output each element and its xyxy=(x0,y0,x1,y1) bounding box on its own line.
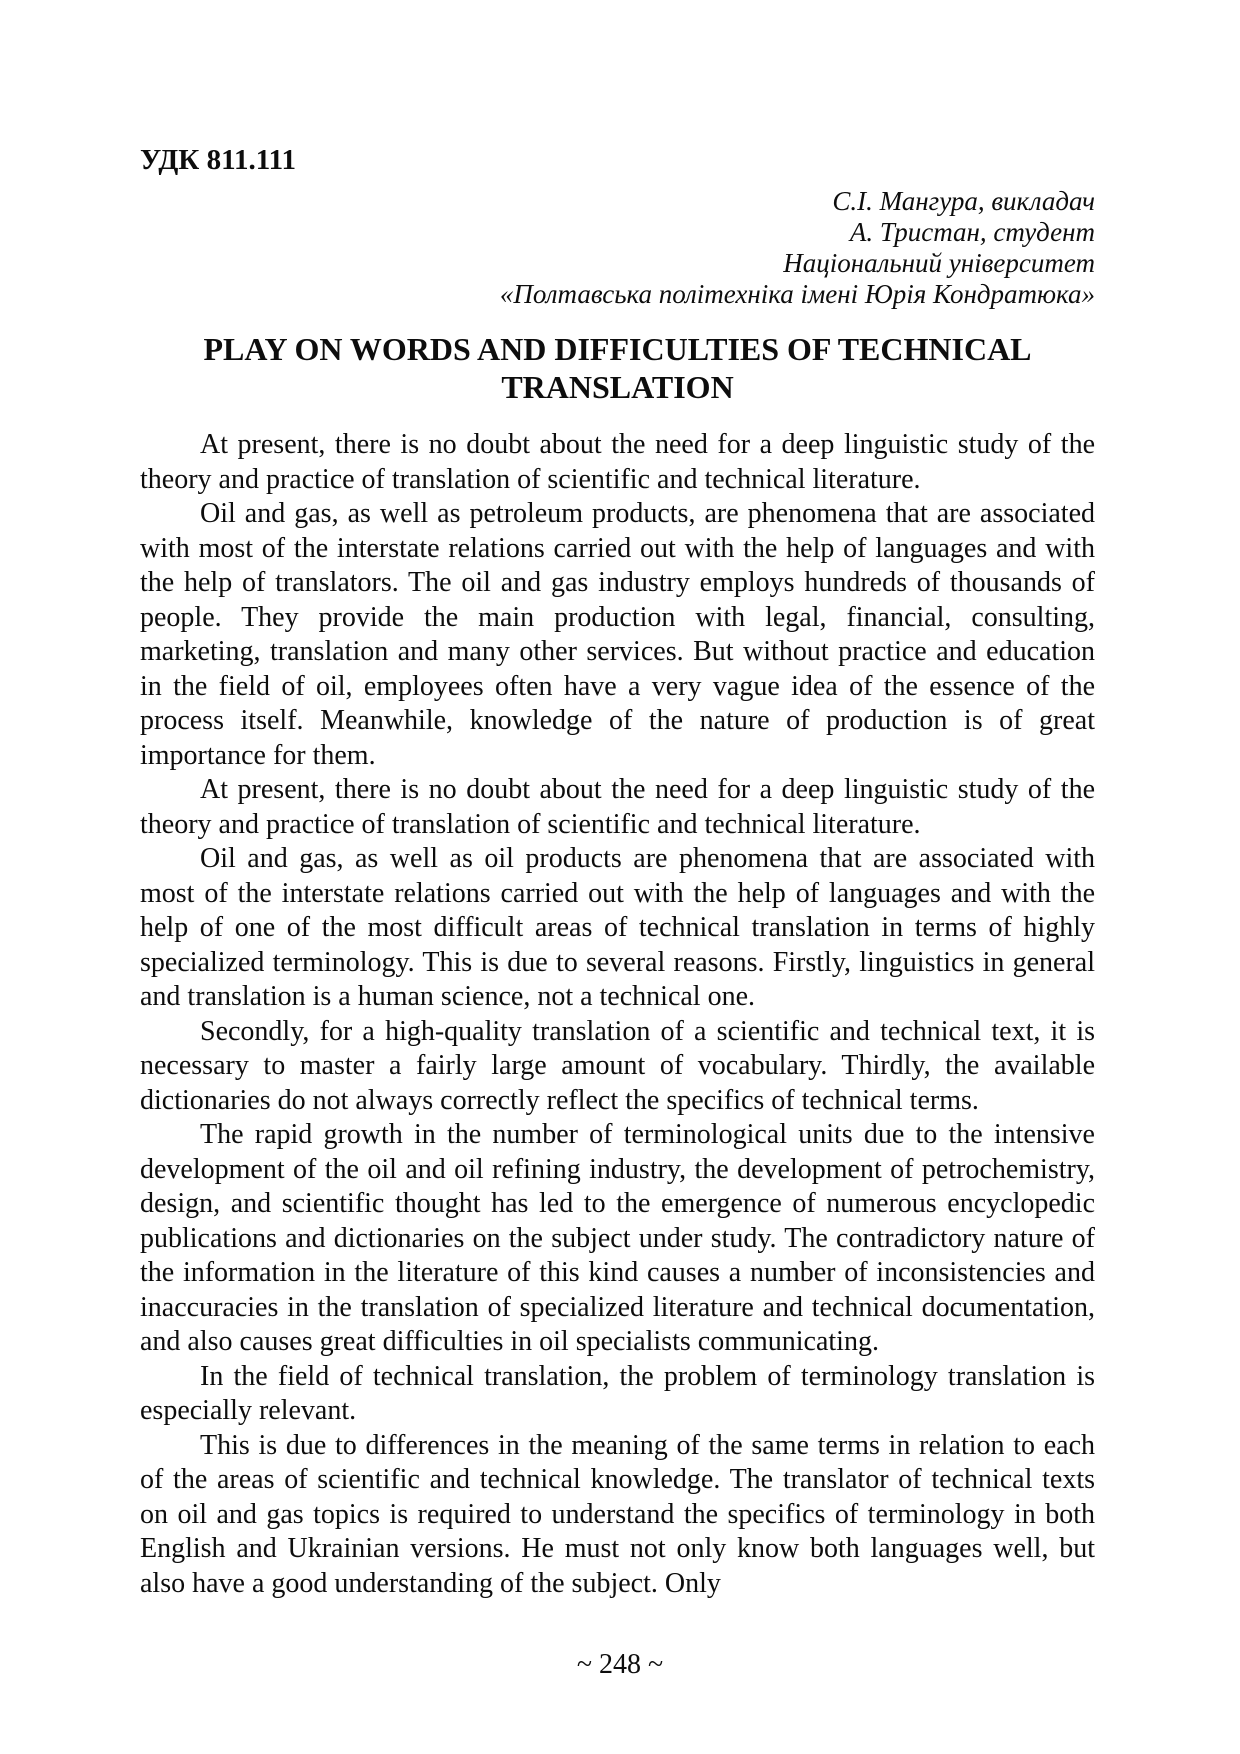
paragraph: Oil and gas, as well as petroleum products, are phenomena that are associated with most of the interstate relations carried out with the help of languages and with the help of translators. The oil and gas industry employs hundreds of thousands of people. They provide the main production with legal, financial, consulting, marketing, translation and many other services. But without practice and education in the field of oil, employees often have a very vague idea of the essence of the process itself. Meanwhile, knowledge of the nature of production is of great importance for them. xyxy=(140,498,1095,771)
paragraph: This is due to differences in the meaning of the same terms in relation to each of the areas of scientific and technical knowledge. The translator of technical texts on oil and gas topics is required to understand the specifics of terminology in both English and Ukrainian versions. He must not only know both languages well, but also have a good understanding of the subject. Only xyxy=(140,1429,1095,1599)
paper-title: PLAY ON WORDS AND DIFFICULTIES OF TECHNICAL TRANSLATION xyxy=(203,331,1032,405)
udc-code: УДК 811.111 xyxy=(140,144,297,176)
paper-body xyxy=(140,428,1095,1601)
paragraph: Secondly, for a high-quality translation of a scientific and technical text, it is necessary to master a fairly large amount of vocabulary. Thirdly, the available dictionaries do not always correctly reflect the specifics of technical terms. xyxy=(140,1015,1095,1116)
paragraph: At present, there is no doubt about the need for a deep linguistic study of the theory and practice of translation of scientific and technical literature. xyxy=(140,429,1095,495)
author-block xyxy=(140,186,1095,310)
paragraph: The rapid growth in the number of terminological units due to the intensive development of the oil and oil refining industry, the development of petrochemistry, design, and scientific thought has led to the emergence of numerous encyclopedic publications and dictionaries on the subject under study. The contradictory nature of the information in the literature of this kind causes a number of inconsistencies and inaccuracies in the translation of specialized literature and technical documentation, and also causes great difficulties in oil specialists communicating. xyxy=(140,1119,1095,1357)
affiliation-line: Національний університет xyxy=(783,248,1095,278)
author-line: А. Тристан, студент xyxy=(849,217,1095,247)
paragraph: In the field of technical translation, the problem of terminology translation is especially relevant. xyxy=(140,1360,1095,1426)
paragraph: Oil and gas, as well as oil products are phenomena that are associated with most of the interstate relations carried out with the help of languages and with the help of one of the most difficult areas of technical translation in terms of highly specialized terminology. This is due to several reasons. Firstly, linguistics in general and translation is a human science, not a technical one. xyxy=(140,843,1095,1012)
affiliation-line: «Полтавська політехніка імені Юрія Кондратюка» xyxy=(499,279,1095,309)
author-line: С.І. Мангура, викладач xyxy=(832,186,1095,216)
page-number: ~ 248 ~ xyxy=(576,1649,664,1680)
paragraph: At present, there is no doubt about the need for a deep linguistic study of the theory and practice of translation of scientific and technical literature. xyxy=(140,774,1095,840)
